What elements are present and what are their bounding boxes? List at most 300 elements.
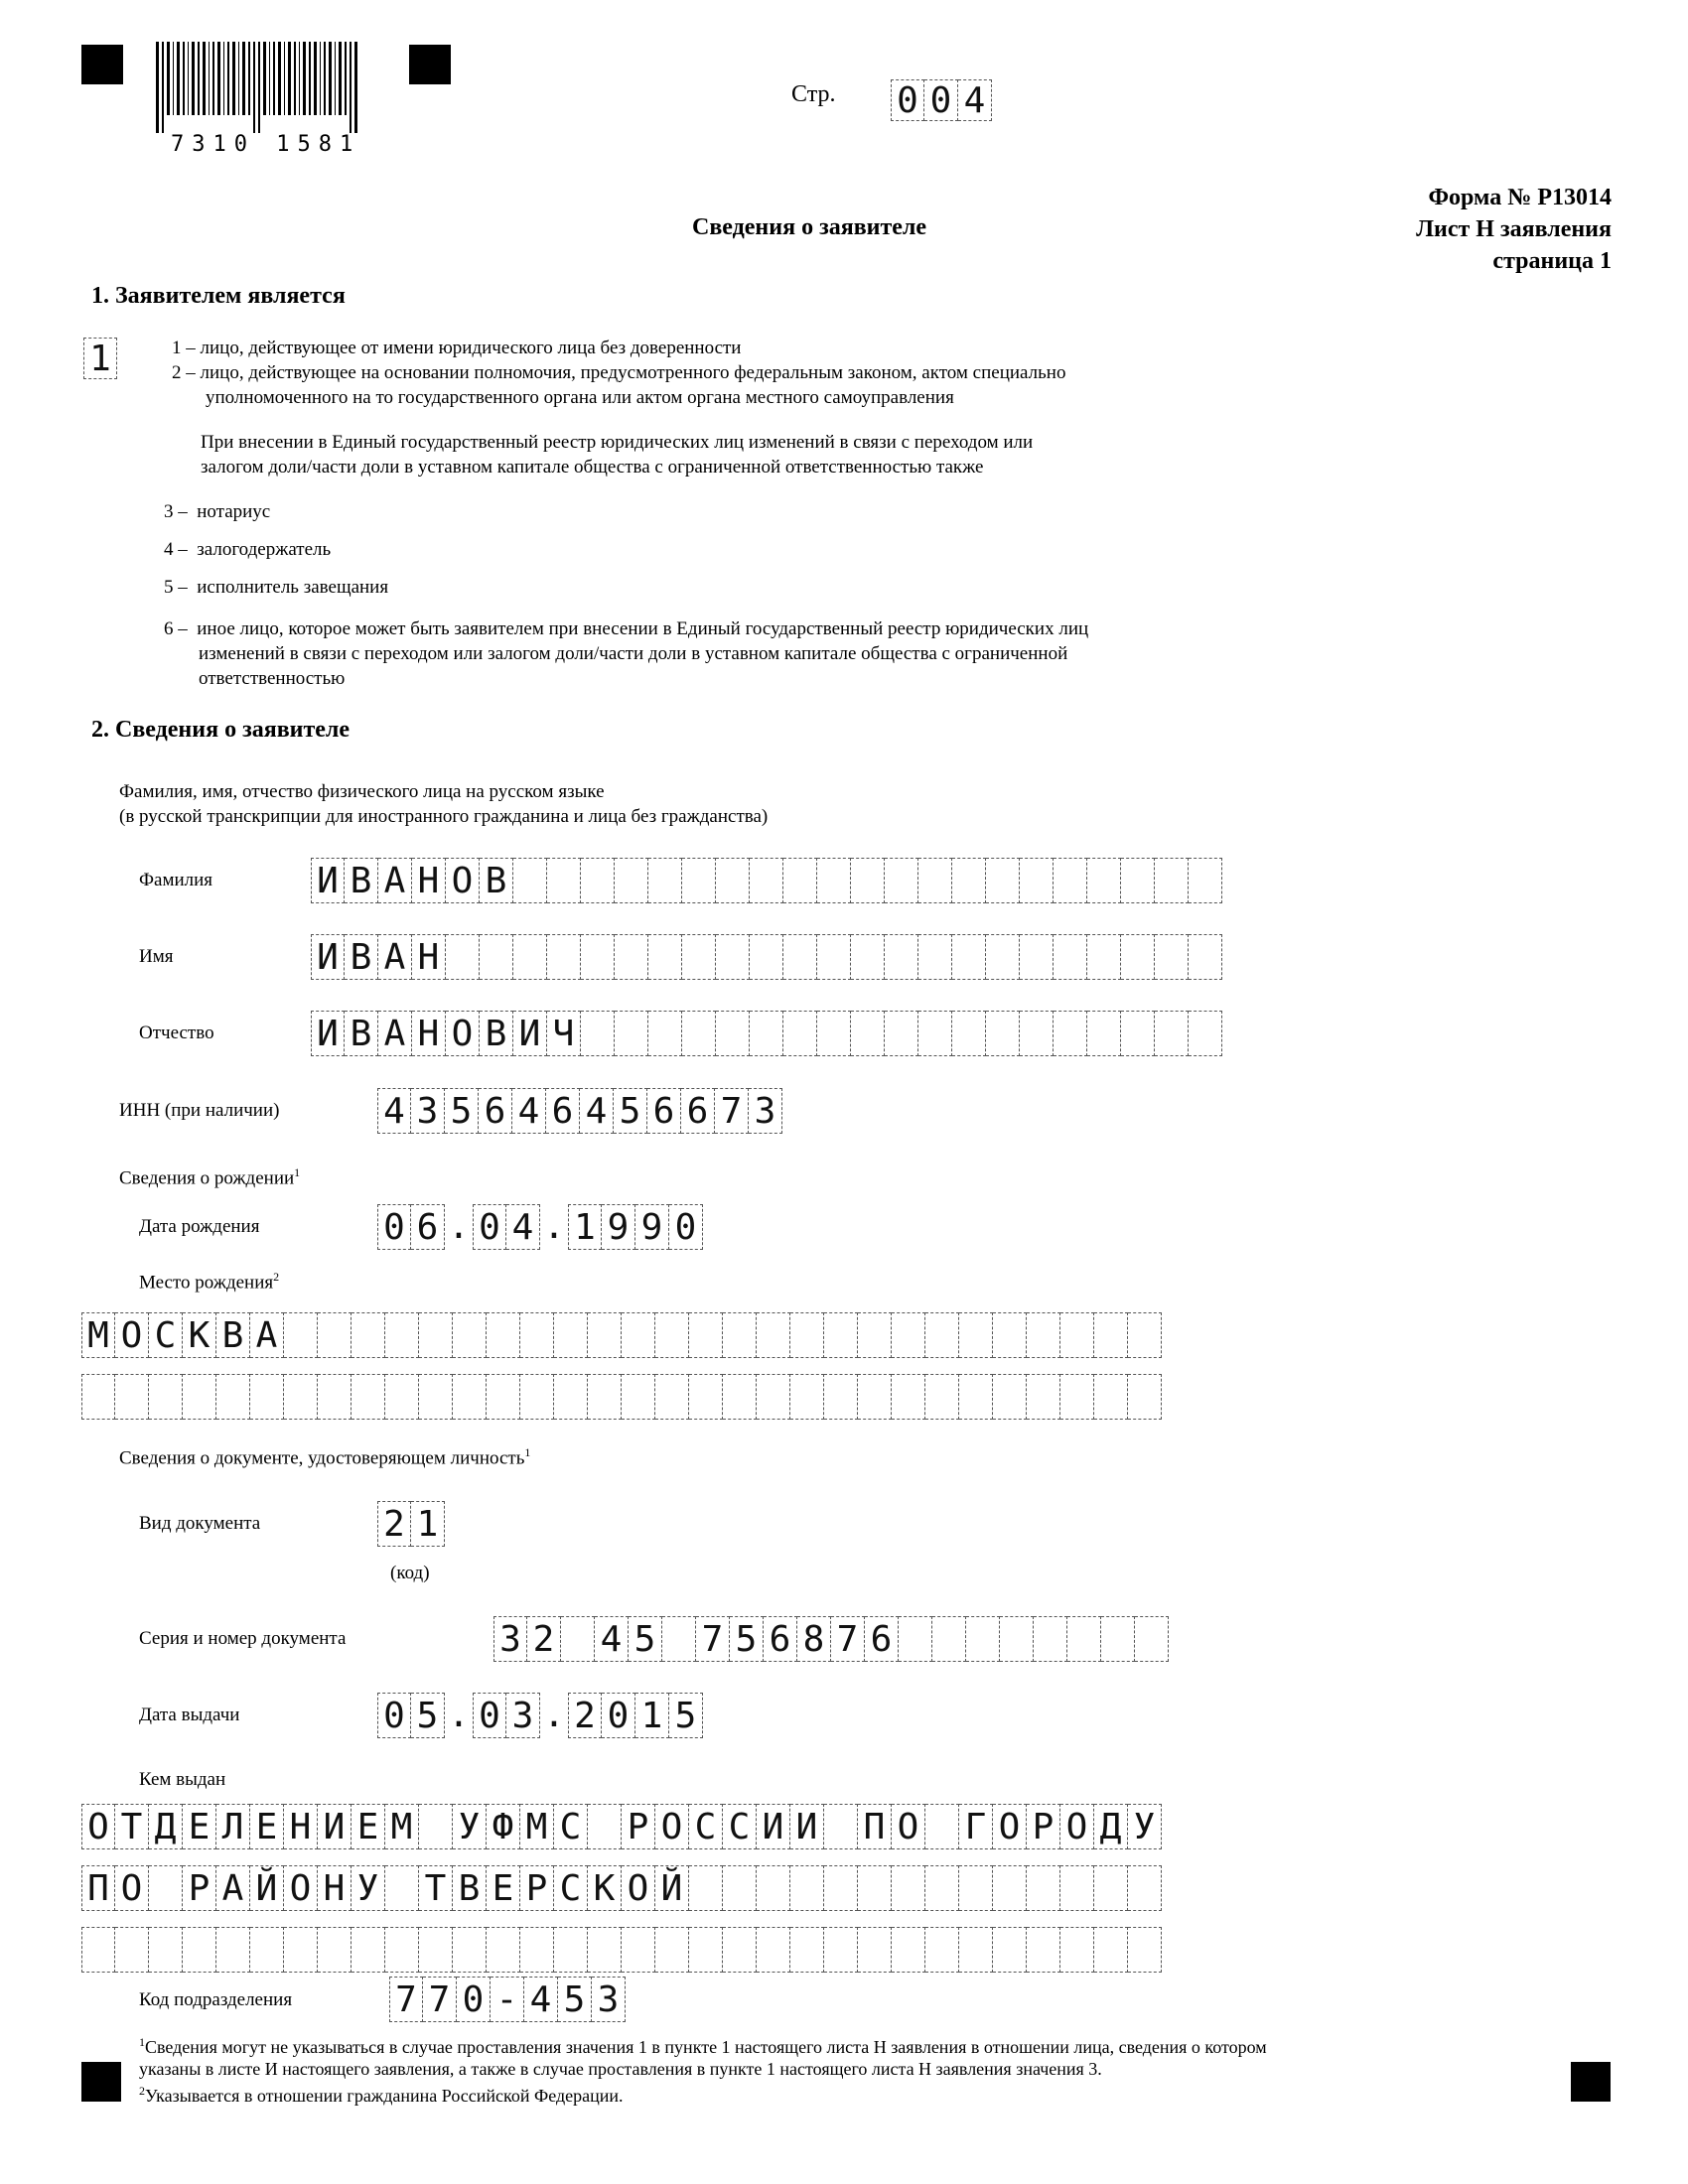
comb-cell: 3: [592, 1977, 626, 2022]
comb-cell: 5: [558, 1977, 592, 2022]
comb-cell: 5: [629, 1616, 662, 1662]
comb-cell: О: [115, 1865, 149, 1911]
comb-cell: 9: [602, 1204, 635, 1250]
comb-cell: Е: [487, 1865, 520, 1911]
comb-cell: .: [543, 1695, 565, 1735]
option-2-cont: уполномоченного на то государственного органа или актом органа местного самоуправления: [206, 387, 954, 408]
comb-cell: 0: [891, 79, 924, 121]
comb-cell: Ф: [487, 1804, 520, 1849]
option-6: 6 – иное лицо, которое может быть заявителем при внесении в Единый государственный реестр юридических лиц: [164, 618, 1089, 639]
comb-cell: [554, 1312, 588, 1358]
comb-cell: 0: [473, 1693, 506, 1738]
comb-cell: [1000, 1616, 1034, 1662]
comb-cell: О: [115, 1312, 149, 1358]
comb-cell: [892, 1312, 925, 1358]
comb-cell: [318, 1312, 352, 1358]
comb-cell: [453, 1927, 487, 1973]
comb-cell: [1020, 1011, 1054, 1056]
comb-cell: [622, 1312, 655, 1358]
comb-cell: [446, 934, 480, 980]
comb-cell: 3: [493, 1616, 527, 1662]
issued-by-field-line1[interactable]: [81, 1804, 1162, 1849]
comb-cell: Р: [520, 1865, 554, 1911]
comb-cell: А: [250, 1312, 284, 1358]
comb-cell: 9: [635, 1204, 669, 1250]
issued-by-label: Кем выдан: [139, 1769, 226, 1790]
comb-cell: Р: [183, 1865, 216, 1911]
comb-cell: [790, 1312, 824, 1358]
comb-cell: [1060, 1865, 1094, 1911]
comb-cell: 4: [512, 1088, 546, 1134]
comb-cell: [952, 1011, 986, 1056]
comb-cell: 8: [797, 1616, 831, 1662]
corner-marker-top-right: [409, 45, 451, 84]
comb-cell: [115, 1374, 149, 1420]
comb-cell: [1155, 1011, 1189, 1056]
issue-date-field[interactable]: [377, 1693, 703, 1738]
comb-cell: Л: [216, 1804, 250, 1849]
comb-cell: [1155, 934, 1189, 980]
comb-cell: [986, 934, 1020, 980]
comb-cell: 5: [669, 1693, 703, 1738]
comb-cell: [790, 1374, 824, 1420]
comb-cell: 6: [764, 1616, 797, 1662]
comb-cell: [655, 1374, 689, 1420]
comb-cell: [918, 858, 952, 903]
comb-cell: 5: [445, 1088, 479, 1134]
comb-cell: С: [149, 1312, 183, 1358]
footnote-1: [139, 2031, 1267, 2058]
comb-cell: Н: [412, 858, 446, 903]
comb-cell: 7: [389, 1977, 423, 2022]
comb-cell: 0: [924, 79, 958, 121]
comb-cell: [851, 1011, 885, 1056]
footnote-ref-2: 2: [273, 1270, 280, 1284]
comb-cell: [487, 1927, 520, 1973]
comb-cell: 2: [527, 1616, 561, 1662]
comb-cell: 4: [580, 1088, 614, 1134]
comb-cell: [1054, 1011, 1087, 1056]
footnote-1-cont: указаны в листе И настоящего заявления, а также в случае проставления в пункте 1 настоящего листа Н заявления значения 3.: [139, 2059, 1102, 2079]
comb-cell: [817, 858, 851, 903]
comb-cell: 6: [479, 1088, 512, 1134]
comb-cell: [716, 1011, 750, 1056]
comb-cell: [216, 1927, 250, 1973]
birth-date-field[interactable]: [377, 1204, 703, 1250]
option-4: 4 – залогодержатель: [164, 539, 332, 560]
comb-cell: [1087, 934, 1121, 980]
footnote-2: [139, 2080, 1267, 2107]
comb-cell: И: [513, 1011, 547, 1056]
page-label: Стр.: [791, 81, 836, 107]
comb-cell: И: [757, 1804, 790, 1849]
inn-label: ИНН (при наличии): [119, 1100, 280, 1121]
option-3: 3 – нотариус: [164, 501, 271, 522]
comb-cell: 3: [506, 1693, 540, 1738]
comb-cell: [925, 1865, 959, 1911]
comb-cell: [453, 1374, 487, 1420]
patronymic-label: Отчество: [139, 1023, 214, 1043]
comb-cell: [622, 1374, 655, 1420]
comb-cell: Й: [250, 1865, 284, 1911]
comb-cell: И: [790, 1804, 824, 1849]
comb-cell: [1094, 1865, 1128, 1911]
comb-cell: [885, 1011, 918, 1056]
issue-date-label: Дата выдачи: [139, 1705, 240, 1725]
comb-cell: [899, 1616, 932, 1662]
comb-cell: [581, 858, 615, 903]
comb-cell: [993, 1927, 1027, 1973]
comb-cell: [966, 1616, 1000, 1662]
comb-cell: М: [81, 1312, 115, 1358]
comb-cell: Т: [115, 1804, 149, 1849]
comb-cell: [1094, 1374, 1128, 1420]
comb-cell: 2: [377, 1501, 411, 1547]
comb-cell: 6: [647, 1088, 681, 1134]
corner-marker-bottom-right: [1571, 2062, 1611, 2102]
comb-cell: [487, 1374, 520, 1420]
comb-cell: 5: [614, 1088, 647, 1134]
comb-cell: [1060, 1374, 1094, 1420]
corner-marker-bottom-left: [81, 2062, 121, 2102]
comb-cell: П: [858, 1804, 892, 1849]
comb-cell: Е: [183, 1804, 216, 1849]
comb-cell: [750, 1011, 783, 1056]
comb-cell: [81, 1374, 115, 1420]
comb-cell: [513, 934, 547, 980]
comb-cell: [453, 1312, 487, 1358]
section1-note: При внесении в Единый государственный реестр юридических лиц изменений в связи с переходом или: [201, 432, 1034, 453]
comb-cell: [723, 1374, 757, 1420]
comb-cell: [1101, 1616, 1135, 1662]
comb-cell: 4: [506, 1204, 540, 1250]
comb-cell: Д: [149, 1804, 183, 1849]
section1-note-cont: залогом доли/части доли в уставном капитале общества с ограниченной ответственностью также: [201, 457, 984, 478]
comb-cell: [1189, 858, 1222, 903]
comb-cell: [918, 934, 952, 980]
comb-cell: [115, 1927, 149, 1973]
comb-cell: [648, 1011, 682, 1056]
applicant-type-field[interactable]: [83, 338, 117, 377]
comb-cell: 5: [411, 1693, 445, 1738]
comb-cell: Й: [655, 1865, 689, 1911]
fio-note-line2: (в русской транскрипции для иностранного гражданина и лица без гражданства): [119, 806, 769, 827]
comb-cell: .: [448, 1695, 470, 1735]
comb-cell: [1128, 1312, 1162, 1358]
comb-cell: [520, 1374, 554, 1420]
comb-cell: [352, 1927, 385, 1973]
comb-cell: 0: [602, 1693, 635, 1738]
comb-cell: С: [723, 1804, 757, 1849]
comb-cell: [352, 1374, 385, 1420]
comb-cell: [655, 1312, 689, 1358]
comb-cell: [615, 858, 648, 903]
option-2: 2 – лицо, действующее на основании полномочия, предусмотренного федеральным законом, актом специально: [172, 362, 1066, 383]
comb-cell: [892, 1927, 925, 1973]
comb-cell: [892, 1865, 925, 1911]
comb-cell: [952, 934, 986, 980]
comb-cell: 4: [595, 1616, 629, 1662]
comb-cell: 7: [696, 1616, 730, 1662]
comb-cell: Е: [250, 1804, 284, 1849]
comb-cell: [817, 1011, 851, 1056]
barcode-number: 7310 1581: [171, 132, 361, 157]
comb-cell: М: [520, 1804, 554, 1849]
comb-cell: [1087, 858, 1121, 903]
comb-cell: [1155, 858, 1189, 903]
comb-cell: [716, 934, 750, 980]
comb-cell: [892, 1374, 925, 1420]
comb-cell: [149, 1927, 183, 1973]
comb-cell: Д: [1094, 1804, 1128, 1849]
doc-number-field[interactable]: [493, 1616, 1169, 1662]
comb-cell: К: [588, 1865, 622, 1911]
comb-cell: [385, 1865, 419, 1911]
comb-cell: [959, 1374, 993, 1420]
comb-cell: [1020, 934, 1054, 980]
comb-cell: 1: [635, 1693, 669, 1738]
comb-cell: [689, 1927, 723, 1973]
birth-place-label: [139, 1270, 279, 1294]
comb-cell: .: [543, 1206, 565, 1247]
comb-cell: [581, 1011, 615, 1056]
comb-cell: [547, 858, 581, 903]
surname-label: Фамилия: [139, 870, 213, 890]
comb-cell: [216, 1374, 250, 1420]
comb-cell: 0: [377, 1693, 411, 1738]
comb-cell: 3: [411, 1088, 445, 1134]
comb-cell: [1121, 934, 1155, 980]
comb-cell: У: [352, 1865, 385, 1911]
comb-cell: [1189, 1011, 1222, 1056]
comb-cell: 4: [958, 79, 992, 121]
comb-cell: [783, 934, 817, 980]
doc-type-label: Вид документа: [139, 1513, 261, 1534]
comb-cell: [1054, 934, 1087, 980]
comb-cell: О: [993, 1804, 1027, 1849]
comb-cell: [986, 858, 1020, 903]
comb-cell: [723, 1927, 757, 1973]
comb-cell: [959, 1927, 993, 1973]
comb-cell: 4: [524, 1977, 558, 2022]
comb-cell: [824, 1374, 858, 1420]
fio-note-line1: Фамилия, имя, отчество физического лица на русском языке: [119, 781, 605, 802]
comb-cell: [993, 1374, 1027, 1420]
comb-cell: [250, 1374, 284, 1420]
division-code-label: Код подразделения: [139, 1989, 293, 2010]
page-title: Сведения о заявителе: [692, 214, 927, 240]
surname-field[interactable]: [311, 858, 1222, 903]
comb-cell: [284, 1927, 318, 1973]
comb-cell: [1054, 858, 1087, 903]
comb-cell: [385, 1927, 419, 1973]
comb-cell: [1128, 1865, 1162, 1911]
comb-cell: 7: [423, 1977, 457, 2022]
comb-cell: 6: [865, 1616, 899, 1662]
comb-cell: О: [284, 1865, 318, 1911]
birth-info-label-text: Сведения о рождении: [119, 1167, 295, 1189]
footnote-ref-1: 1: [294, 1165, 301, 1179]
form-page: страница 1: [1492, 248, 1612, 274]
comb-cell: [851, 858, 885, 903]
comb-cell: В: [480, 858, 513, 903]
comb-cell: [648, 934, 682, 980]
comb-cell: [689, 1374, 723, 1420]
comb-cell: Р: [622, 1804, 655, 1849]
comb-cell: В: [216, 1312, 250, 1358]
comb-cell: В: [345, 1011, 378, 1056]
comb-cell: У: [1128, 1804, 1162, 1849]
comb-cell: И: [311, 858, 345, 903]
comb-cell: [183, 1927, 216, 1973]
comb-cell: [1060, 1312, 1094, 1358]
comb-cell: [851, 934, 885, 980]
comb-cell: [81, 1927, 115, 1973]
comb-cell: [1121, 858, 1155, 903]
doc-code-label: (код): [390, 1563, 430, 1583]
comb-cell: А: [378, 858, 412, 903]
comb-cell: [183, 1374, 216, 1420]
comb-cell: [588, 1927, 622, 1973]
comb-cell: А: [378, 1011, 412, 1056]
comb-cell: Н: [284, 1804, 318, 1849]
comb-cell: И: [311, 934, 345, 980]
comb-cell: [858, 1374, 892, 1420]
comb-cell: 0: [457, 1977, 491, 2022]
option-6-cont: изменений в связи с переходом или залогом доли/части доли в уставном капитале общества с ограниченной: [199, 643, 1068, 664]
division-code-field[interactable]: [389, 1977, 626, 2022]
comb-cell: 0: [473, 1204, 506, 1250]
doc-type-field[interactable]: [377, 1501, 445, 1547]
patronymic-field[interactable]: [311, 1011, 1222, 1056]
comb-cell: [959, 1865, 993, 1911]
comb-cell: О: [622, 1865, 655, 1911]
comb-cell: [547, 934, 581, 980]
comb-cell: 1: [568, 1204, 602, 1250]
name-field[interactable]: [311, 934, 1222, 980]
inn-field[interactable]: [377, 1088, 782, 1134]
comb-cell: [1027, 1927, 1060, 1973]
comb-cell: С: [554, 1804, 588, 1849]
birth-place-field-line2[interactable]: [81, 1374, 1162, 1420]
comb-cell: [925, 1804, 959, 1849]
fio-note: [119, 779, 768, 829]
comb-cell: 2: [568, 1693, 602, 1738]
comb-cell: С: [689, 1804, 723, 1849]
comb-cell: [885, 934, 918, 980]
comb-cell: У: [453, 1804, 487, 1849]
page-number-field[interactable]: [891, 79, 992, 119]
comb-cell: [615, 934, 648, 980]
form-sheet: Лист Н заявления: [1416, 216, 1612, 242]
comb-cell: [1128, 1927, 1162, 1973]
comb-cell: 4: [377, 1088, 411, 1134]
comb-cell: Т: [419, 1865, 453, 1911]
comb-cell: [1128, 1374, 1162, 1420]
comb-cell: А: [216, 1865, 250, 1911]
comb-cell: О: [446, 1011, 480, 1056]
comb-cell: [487, 1312, 520, 1358]
comb-cell: 0: [377, 1204, 411, 1250]
comb-cell: -: [491, 1977, 524, 2022]
comb-cell: [655, 1927, 689, 1973]
comb-cell: [615, 1011, 648, 1056]
comb-cell: [682, 858, 716, 903]
comb-cell: [993, 1312, 1027, 1358]
birth-place-field-line1[interactable]: [81, 1312, 1162, 1358]
comb-cell: [480, 934, 513, 980]
comb-cell: К: [183, 1312, 216, 1358]
comb-cell: [689, 1865, 723, 1911]
comb-cell: [790, 1927, 824, 1973]
comb-cell: [149, 1865, 183, 1911]
comb-cell: [993, 1865, 1027, 1911]
comb-cell: [723, 1865, 757, 1911]
comb-cell: [419, 1312, 453, 1358]
comb-cell: [622, 1927, 655, 1973]
comb-cell: [925, 1312, 959, 1358]
comb-cell: [757, 1865, 790, 1911]
comb-cell: [318, 1927, 352, 1973]
comb-cell: [318, 1374, 352, 1420]
comb-cell: [561, 1616, 595, 1662]
comb-cell: [952, 858, 986, 903]
section2-title: 2. Сведения о заявителе: [91, 717, 351, 743]
comb-cell: [419, 1927, 453, 1973]
comb-cell: [520, 1312, 554, 1358]
birth-place-label-text: Место рождения: [139, 1272, 274, 1294]
comb-cell: [689, 1312, 723, 1358]
comb-cell: [783, 858, 817, 903]
comb-cell: [1034, 1616, 1067, 1662]
footnote-2-mark: 2: [139, 2084, 145, 2098]
comb-cell: 6: [681, 1088, 715, 1134]
comb-cell: [250, 1927, 284, 1973]
comb-cell: [385, 1312, 419, 1358]
comb-cell: [588, 1312, 622, 1358]
comb-cell: Н: [412, 934, 446, 980]
comb-cell: [419, 1804, 453, 1849]
comb-cell: В: [345, 934, 378, 980]
option-6-cont2: ответственностью: [199, 668, 346, 689]
issued-by-field-line2[interactable]: [81, 1865, 1162, 1911]
comb-cell: [284, 1374, 318, 1420]
comb-cell: И: [311, 1011, 345, 1056]
comb-cell: [513, 858, 547, 903]
comb-cell: [817, 934, 851, 980]
comb-cell: [986, 1011, 1020, 1056]
comb-cell: О: [81, 1804, 115, 1849]
comb-cell: [783, 1011, 817, 1056]
issued-by-field-line3[interactable]: [81, 1927, 1162, 1973]
comb-cell: М: [385, 1804, 419, 1849]
comb-cell: [750, 934, 783, 980]
birth-date-label: Дата рождения: [139, 1216, 260, 1237]
comb-cell: [1094, 1927, 1128, 1973]
comb-cell: [750, 858, 783, 903]
comb-cell: Г: [959, 1804, 993, 1849]
comb-cell: [824, 1804, 858, 1849]
form-number: Форма № Р13014: [1428, 185, 1612, 210]
comb-cell: [581, 934, 615, 980]
comb-cell: [932, 1616, 966, 1662]
comb-cell: 1: [411, 1501, 445, 1547]
comb-cell: [723, 1312, 757, 1358]
comb-cell: С: [554, 1865, 588, 1911]
option-5: 5 – исполнитель завещания: [164, 577, 389, 598]
comb-cell: [1121, 1011, 1155, 1056]
comb-cell: [858, 1312, 892, 1358]
